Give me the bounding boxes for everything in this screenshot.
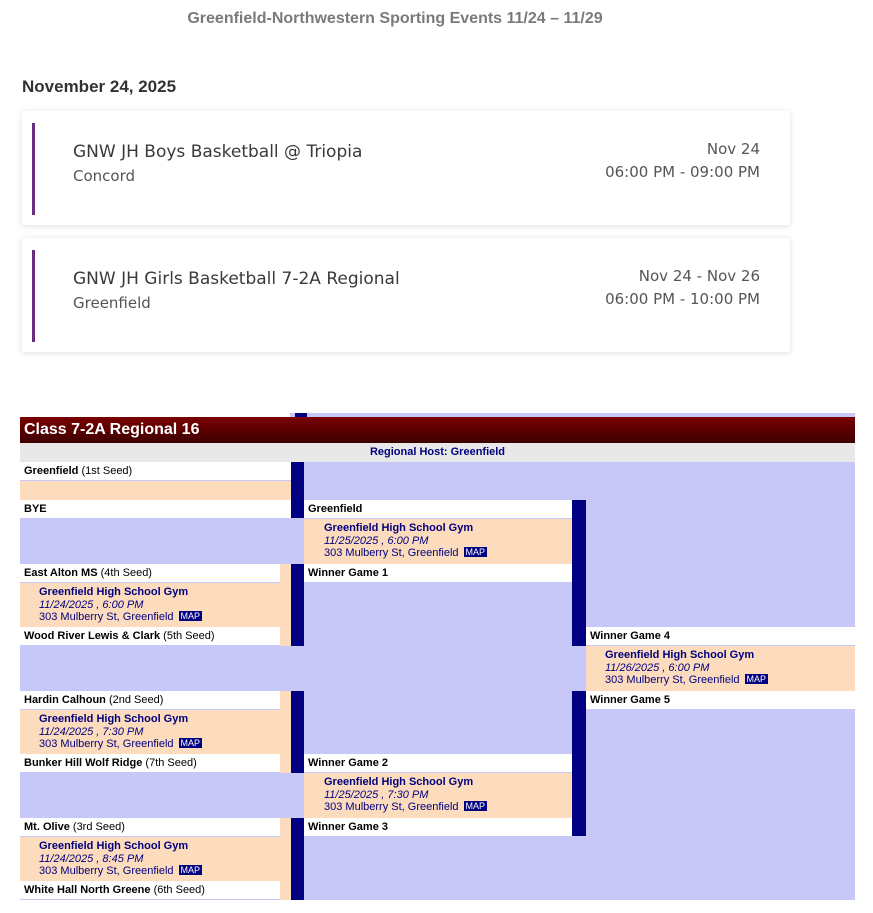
bracket-connector <box>291 462 304 518</box>
team-slot: Wood River Lewis & Clark (5th Seed) <box>20 627 280 645</box>
game-info <box>39 713 202 751</box>
bracket-connector <box>291 818 304 900</box>
event-location: Greenfield <box>73 294 151 312</box>
game-datetime: 11/24/2025 , 6:00 PM <box>39 598 144 611</box>
bracket-host: Regional Host: Greenfield <box>20 443 855 462</box>
game-info <box>605 649 768 687</box>
game-venue: Greenfield High School Gym <box>324 522 474 534</box>
game-venue: Greenfield High School Gym <box>39 713 189 725</box>
tournament-bracket <box>20 413 855 900</box>
event-title[interactable]: GNW JH Girls Basketball 7-2A Regional <box>73 269 400 289</box>
bracket-title: Class 7-2A Regional 16 <box>20 417 855 443</box>
event-card[interactable] <box>22 238 790 352</box>
team-slot: Hardin Calhoun (2nd Seed) <box>20 691 280 709</box>
game-address: 303 Mulberry St, Greenfield <box>324 547 459 560</box>
bracket-connector <box>291 691 304 773</box>
game-venue: Greenfield High School Gym <box>39 840 189 852</box>
event-date: Nov 24 - Nov 26 <box>638 267 760 285</box>
bracket-spacer <box>20 481 291 500</box>
page-title: Greenfield-Northwestern Sporting Events 11/24 – 11/29 <box>187 10 603 27</box>
game-info <box>324 776 487 814</box>
game-venue: Greenfield High School Gym <box>324 776 474 788</box>
game-info <box>39 840 202 878</box>
date-heading: November 24, 2025 <box>22 77 177 96</box>
game-address: 303 Mulberry St, Greenfield <box>605 674 740 687</box>
game-datetime: 11/24/2025 , 7:30 PM <box>39 725 144 738</box>
map-button[interactable]: MAP <box>180 738 201 749</box>
map-button[interactable]: MAP <box>180 611 201 622</box>
bracket-spacer <box>280 818 291 900</box>
team-slot: Winner Game 4 <box>586 627 855 645</box>
map-button[interactable]: MAP <box>465 801 486 812</box>
bracket-spacer <box>280 691 291 773</box>
team-slot: Winner Game 2 <box>304 754 572 772</box>
event-location: Concord <box>73 167 136 185</box>
event-date: Nov 24 <box>706 140 760 158</box>
game-address: 303 Mulberry St, Greenfield <box>39 611 174 624</box>
game-address: 303 Mulberry St, Greenfield <box>39 738 174 751</box>
event-time: 06:00 PM - 09:00 PM <box>605 163 760 181</box>
game-address: 303 Mulberry St, Greenfield <box>324 801 459 814</box>
game-info <box>39 586 202 624</box>
game-venue: Greenfield High School Gym <box>605 649 755 661</box>
map-button[interactable]: MAP <box>180 865 201 876</box>
team-slot: Mt. Olive (3rd Seed) <box>20 818 280 836</box>
event-accent-bar <box>32 123 35 215</box>
team-slot: White Hall North Greene (6th Seed) <box>20 881 280 899</box>
game-info <box>324 522 487 560</box>
bracket-connector <box>572 691 586 836</box>
game-venue: Greenfield High School Gym <box>39 586 189 598</box>
team-slot: BYE <box>20 500 291 518</box>
bracket-connector <box>291 564 304 646</box>
event-card[interactable] <box>22 111 790 225</box>
bracket-spacer <box>280 564 291 646</box>
map-button[interactable]: MAP <box>465 547 486 558</box>
team-slot: Winner Game 5 <box>586 691 855 709</box>
game-address: 303 Mulberry St, Greenfield <box>39 865 174 878</box>
game-datetime: 11/25/2025 , 7:30 PM <box>324 788 429 801</box>
team-slot: Greenfield <box>304 500 572 518</box>
team-slot: Winner Game 3 <box>304 818 572 836</box>
team-slot: Bunker Hill Wolf Ridge (7th Seed) <box>20 754 280 772</box>
team-slot: East Alton MS (4th Seed) <box>20 564 280 582</box>
game-datetime: 11/26/2025 , 6:00 PM <box>605 661 710 674</box>
game-datetime: 11/25/2025 , 6:00 PM <box>324 534 429 547</box>
game-datetime: 11/24/2025 , 8:45 PM <box>39 852 144 865</box>
map-button[interactable]: MAP <box>746 674 767 685</box>
event-accent-bar <box>32 250 35 342</box>
bracket-connector <box>572 500 586 646</box>
team-slot: Winner Game 1 <box>304 564 572 582</box>
event-title[interactable]: GNW JH Boys Basketball @ Triopia <box>73 142 363 162</box>
team-slot: Greenfield (1st Seed) <box>20 462 291 480</box>
event-time: 06:00 PM - 10:00 PM <box>605 290 760 308</box>
